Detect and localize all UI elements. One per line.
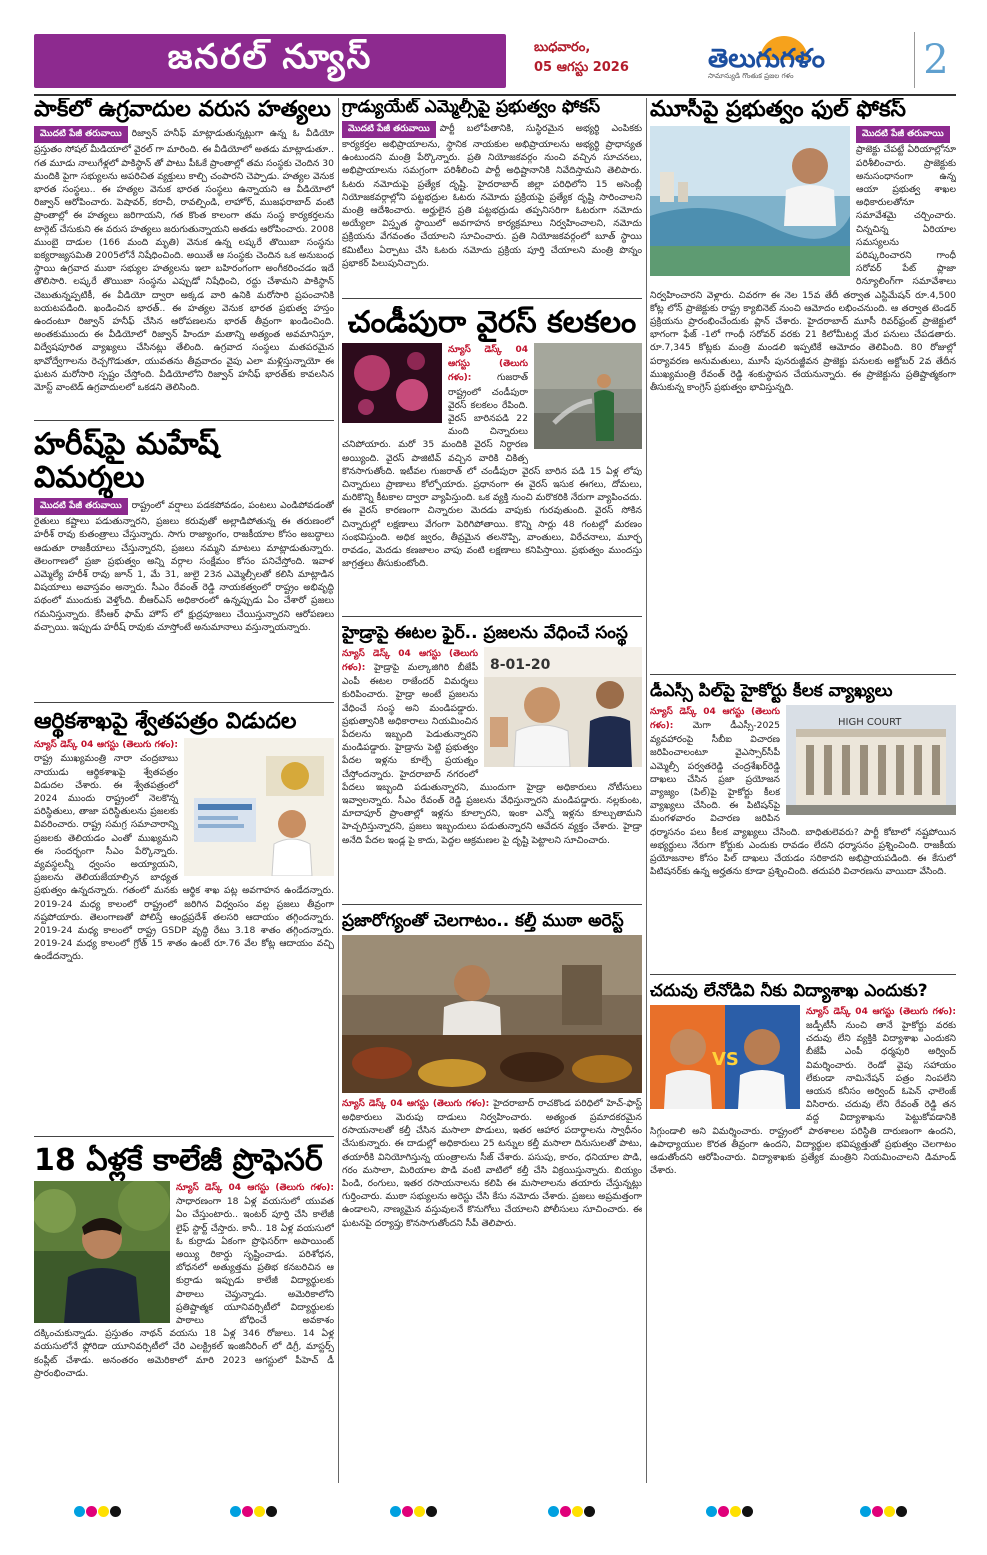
article-education: [650, 982, 956, 1492]
dateline: న్యూస్ డెస్క్ 04 ఆగస్టు (తెలుగు గళం):: [448, 345, 528, 384]
versus-image: [650, 1005, 800, 1109]
article-body: [342, 121, 642, 270]
registration-marks: [548, 1502, 596, 1516]
arvind-vs-revanth-photo: [650, 1005, 800, 1109]
section-banner: జనరల్ న్యూస్: [34, 34, 506, 88]
student-photo: [34, 1181, 170, 1323]
headline: ఆర్థికశాఖపై శ్వేతపత్రం విడుదల: [34, 710, 297, 734]
article-musi: [650, 98, 956, 668]
registration-marks: [860, 1502, 908, 1516]
byline-badge: మొదటి పేజీ తరువాయి: [34, 498, 128, 515]
body-text: రాష్ట్రంలో వర్షాలు పడకపోవడం, పంటలు ఎండిపోవడంతో రైతులు కష్టాలు పడుతున్నారని, ప్రజలు కరువుతో అల్లాడిపోతున్న ఈ తరుణంలో హరీశ్ రావు కుతంత్రాలు చేస్తున్నారు. సాగు రాజ్యాంగం, రాజకీయాల కోసం అబద్ధాలు ఆడుతూ రాజకీయాలు చేస్తున్నారని, ప్రజలు నమ్మని మాటలు మాట్లాడుతున్నారు. తెలంగాణలో ప్రజా ప్రభుత్వం అన్ని వర్గాల సంక్షేమం కోసం పనిచేస్తోంది. ఇవాళ ఎమ్మెల్యే హరీశ్ రావు జూన్ 1, మే 31, జులై 23న ఎమ్మెల్సీలతో కలిసి మాట్లాడిన విషయాలు అవాస్తవం అన్నారు. సీఎం రేవంత్ రెడ్డి నాయకత్వంలో రాష్ట్రం అభివృద్ధి పథంలో ముందుకు వెళ్తోంది. బీఆర్ఎస్ అధికారంలో ఉన్నప్పుడు ఏం చేశారో ప్రజలు గమనిస్తున్నారు. కేసీఆర్ ఫామ్ హౌస్ లో క్షుద్రపూజలు చేయిస్తున్నారని ఆరోపణలు వచ్చాయి. ఇప్పుడు హరీష్ రావుకు చూస్తోంటే అనుమానాలు వస్తున్నాయన్నారు.: [34, 500, 334, 633]
article-divider: [34, 702, 334, 703]
etela-photo: [484, 647, 642, 767]
article-white-paper: [34, 710, 334, 1130]
body-text: హైదరాబాద్ రాచకొండ పరిధిలో హెచ్-ఫాస్ట్ అధికారులు మెరుపు దాడులు నిర్వహించారు. అత్యంత ప్రమాదకరమైన రసాయనాలతో కల్తీ చేసిన మసాలా పొడులు, ఇతర ఆహార పదార్థాలను స్వాధీనం చేసుకున్నారు. ఈ దాడుల్లో అధికారులు 25 టన్నుల కల్తీ మసాలా దినుసులతో పాటు, తయారీకి వినియోగిస్తున్న యంత్రాలను సీజ్ చేశారు. పసుపు, కారం, ధనియాల పొడి, గరం మసాలా, మిరియాల పొడి వంటి వాటిలో కల్తీ చేసి విక్రయిస్తున్నారు. బియ్యం పిండి, రంగులు, ఇతర రసాయనాలను కలిపి ఈ మసాలాలను తయారు చేస్తున్నట్లు గుర్తించారు. ముఠా సభ్యులను అరెస్టు చేసి కేసు నమోదు చేశారు. ప్రజలు అప్రమత్తంగా ఉండాలని, నాణ్యమైన వస్తువులనే కొనుగోలు చేయాలని పోలీసులు సూచించారు. ఈ ఘటనపై దర్యాప్తు కొనసాగుతోందని సీపీ తెలిపారు.: [342, 1097, 642, 1229]
page-number: 2: [914, 32, 957, 88]
headline: చదువు లేనోడివి నీకు విద్యాశాఖ ఎందుకు?: [650, 982, 928, 1001]
article-divider: [342, 904, 642, 905]
logo-text: తెలుగుగళం: [708, 44, 825, 74]
court-sign: HIGH COURT: [838, 716, 902, 728]
dateline: న్యూస్ డెస్క్ 04 ఆగస్టు (తెలుగు గళం):: [176, 1183, 334, 1193]
article-chandipura: [342, 306, 642, 612]
issue-date-text: 05 ఆగస్టు 2026: [534, 60, 629, 75]
article-divider: [650, 674, 956, 675]
calendar-label: 8-01-20: [490, 656, 551, 673]
vs-label: VS: [712, 1048, 739, 1070]
highcourt-image: [786, 705, 956, 815]
body-text: మెగా డీఎస్సీ-2025 వ్యవహారంపై సీబీఐ విచారణ జరిపించాలంటూ వైఎస్సార్‌సీపీ ఎమ్మెల్సీ పర్వతరెడ్డి చంద్రశేఖర్‌రెడ్డి దాఖలు చేసిన ప్రజా ప్రయోజన వ్యాజ్యం (పిల్)పై హైకోర్టు కీలక వ్యాఖ్యలు చేసింది. ఈ పిటిషన్‌పై మంగళవారం విచారణ జరిపిన ధర్మాసనం పలు కీలక వ్యాఖ్యలు చేసింది. బాధితులెవరు? పార్టీ కోటాలో నష్టపోయిన అభ్యర్థులు నేరుగా కోర్టుకు ఎందుకు రావడం లేదని ధర్మాసనం ప్రశ్నించింది. రాజకీయ ప్రయోజనాల కోసం పిల్ దాఖలు చేయడం సరికాదని అభిప్రాయపడింది. ఈ కేసులో పిటిషనర్‌కు ఉన్న అర్హతను కూడా ప్రశ్నించింది. తదుపరి విచారణను వాయిదా వేసింది.: [650, 719, 956, 878]
dateline: న్యూస్ డెస్క్ 04 ఆగస్టు (తెలుగు గళం):: [342, 1098, 490, 1109]
dateline: న్యూస్ డెస్క్ 04 ఆగస్టు (తెలుగు గళం):: [342, 648, 478, 673]
article-divider: [34, 420, 334, 421]
musi-image: [650, 126, 850, 276]
cm-press-image: [184, 738, 334, 876]
byline-badge: మొదటి పేజీ తరువాయి: [856, 126, 950, 143]
article-dsc: [650, 682, 956, 972]
musi-photo: [650, 126, 850, 276]
etela-image: [484, 647, 642, 767]
student-image: [34, 1181, 170, 1323]
article-pak: [34, 98, 334, 398]
article-divider: [650, 974, 956, 975]
registration-marks: [74, 1502, 122, 1516]
masthead-rule: [34, 94, 956, 96]
article-body: [34, 126, 334, 394]
byline-badge: మొదటి పేజీ తరువాయి: [342, 121, 436, 138]
article-divider: [34, 1136, 334, 1137]
article-kalti: [342, 912, 642, 1482]
registration-marks: [390, 1502, 438, 1516]
registration-marks: [706, 1502, 754, 1516]
body-text: రిజ్వాన్ హనీఫ్ మాట్లాడుతున్నట్లుగా ఉన్న ఓ వీడియో ప్రస్తుతం సోషల్ మీడియాలో వైరల్ గా మారింది. ఈ వీడియోలో అతడు మాట్లాడుతూ.. గత మూడు నాలుగేళ్లలో పాకిస్థాన్ తో పాటు పీఓకే ప్రాంతాల్లో తమ సంస్థకు చెందిన 30 మందికి పైగా సభ్యులను అపరిచిత వ్యక్తులు కాల్చి చంపారని చెప్పాడు. హత్యల వెనుక భారత సంస్థలు.. ఈ హత్యల వెనుక భారత సంస్థలు ఉన్నాయని ఆ వీడియోలో రిజ్వాన్ ఆరోపించారు. పెషావర్, కరాచీ, రావల్పిండి, లాహోర్, ముజఫరాబాద్ వంటి ప్రాంతాల్లో ఈ హత్యలు జరిగాయని, గత కొంత కాలంగా తమ సంస్థ కార్యకర్తలను టార్గెట్ చేసుకుని ఈ వరుస హత్యలు జరుగుతున్నాయని అతడు ఆరోపించారు. 2008 ముంబై దాడుల (166 మంది మృతి) వెనుక ఉన్న లష్కరే తొయిబా సంస్థను ఐక్యరాజ్యసమితి 2005లోనే నిషేధించింది. అయితే ఆ సంస్థకు చెందిన ఒక అనుబంధ స్థాయి ఉగ్రవాద ముఠా సభ్యుల హత్యలను ఇలా బహిరంగంగా అంగీకరించడం ఇదే తొలిసారి. లష్కరే తొయిబా సంస్థను ఎప్పుడో నిషేధించి, రద్దు చేశామని పాకిస్థాన్ చెబుతున్నప్పటికీ, ఈ వీడియో ద్వారా అక్కడ వారి ఉనికి మరోసారి ప్రపంచానికి బయటపడింది. ఖండించిన భారత్.. ఈ హత్యల వెనుక భారత ప్రభుత్వ హస్తం ఉందంటూ రిజ్వాన్ హనీఫ్ చేసిన ఆరోపణలను భారత్ తీవ్రంగా ఖండించింది. అంతకుముందు ఈ వీడియోలో రిజ్వాన్ హిందూ మతాన్ని అత్యంత అవమానిస్తూ, విద్వేషపూరిత వ్యాఖ్యలు చేసినట్లు తేలింది. ఉగ్రవాద సంస్థలు మతపరమైన భావోద్వేగాలను రెచ్చగొడుతూ, యువతను తీవ్రవాదం వైపు ఎలా మళ్లిస్తున్నాయో ఈ ఘటన మరోసారి స్పష్టం చేస్తోంది. వీడియోలోని రిజ్వాన్ హనీఫ్ భారత్‌కు కావలసిన మోస్ట్ వాంటెడ్ ఉగ్రవాదులలో ఒకడని తెలిసింది.: [34, 128, 334, 394]
article-divider: [342, 298, 642, 299]
newspaper-logo: [708, 40, 898, 82]
registration-marks: [230, 1502, 278, 1516]
column-divider: [338, 98, 339, 1483]
issue-day: బుధవారం,: [534, 40, 591, 55]
body-text: పార్టీ బలోపేతానికి, సుస్థిరమైన అభ్యర్థి ఎంపికకు కార్యకర్తల అభిప్రాయాలను, స్థానిక నాయకుల అభిప్రాయాలను అభ్యర్థి ప్రాధాన్యత ఉంటుందని మంత్రి పేర్కొన్నారు. ప్రతి నియోజకవర్గం నుంచి వచ్చిన సూచనలు, అభిప్రాయాలను సమగ్రంగా పరిశీలించి పార్టీ అధిష్టానానికి నివేదిస్తామని తెలిపారు. ఓటరు నమోదుపై ప్రత్యేక దృష్టి. హైదరాబాద్ జిల్లా పరిధిలోని 15 అసెంబ్లీ నియోజకవర్గాల్లోని పట్టభద్రుల ఓటరు నమోదు ప్రక్రియపై ప్రత్యేక దృష్టి సారించాలని మంత్రి ఆదేశించారు. అర్హులైన ప్రతి పట్టభద్రుడు తప్పనిసరిగా ఓటరుగా నమోదు అయ్యేలా విస్తృత స్థాయిలో అవగాహన కార్యక్రమాలు నిర్వహించాలని, నమోదు ప్రక్రియను వేగవంతం చేయాలని సూచించారు. ప్రతి నియోజకవర్గంలో బూత్ స్థాయి కమిటీలు ఏర్పాటు చేసి ఓటరు నమోదు ప్రక్రియ పూర్తి చేయాలని మంత్రి పొన్నం ప్రభాకర్ పిలుపునిచ్చారు.: [342, 122, 642, 269]
raid-photo: [342, 935, 642, 1093]
dateline: న్యూస్ డెస్క్ 04 ఆగస్టు (తెలుగు గళం):: [34, 740, 178, 751]
headline: గ్రాడ్యుయేట్ ఎమ్మెల్సీపై ప్రభుత్వం ఫోకస్: [342, 98, 601, 117]
spraying-photo: [534, 343, 642, 449]
article-graduate-mlc: [342, 98, 642, 294]
logo-tagline: సామాన్యుడి గొంతుక ప్రజల గళం: [708, 72, 794, 80]
highcourt-photo: [786, 705, 956, 815]
headline: 18 ఏళ్లకే కాలేజీ ప్రొఫెసర్: [34, 1144, 323, 1178]
raid-image: [342, 935, 642, 1093]
headline: మూసీపై ప్రభుత్వం ఫుల్ ఫోకస్: [650, 98, 906, 122]
headline: ప్రజారోగ్యంతో చెలగాటం.. కల్తీ ముఠా అరెస్ట్: [342, 912, 624, 931]
masthead: [34, 32, 956, 90]
column-divider: [646, 98, 647, 1483]
headline: హరీష్‌పై మహేష్ విమర్శలు: [34, 428, 220, 495]
spraying-image: [534, 343, 642, 449]
article-hydraa: [342, 624, 642, 894]
body-text: రాష్ట్ర ముఖ్యమంత్రి నారా చంద్రబాబు నాయుడు ఆర్థికశాఖపై శ్వేతపత్రం విడుదల చేశారు. ఈ శ్వేతపత్రంలో 2024 ముందు రాష్ట్రంలో నెలకొన్న పరిస్థితులు, తాజా పరిస్థితులను ప్రజలకు వివరించారు. రాష్ట్ర సమగ్ర సమాచారాన్ని ప్రజలకు తెలియడం ఎంతో ముఖ్యమని ఈ సందర్భంగా సీఎం పేర్కొన్నారు. వ్యవస్థలన్నీ ధ్వంసం అయ్యాయని, ప్రజలను తెలియజేయాల్సిన బాధ్యత ప్రభుత్వం ఉన్నదన్నారు. గతంలో మనకు ఆర్థిక శాఖ పట్ల అవగాహన ఉండేదన్నారు. 2019-24 మధ్య కాలంలో రాష్ట్రంలో జరిగిన విధ్వంసం వల్ల ప్రజలు తీవ్రంగా నష్టపోయారు. తెలంగాణతో పోలిస్తే ఆంధ్రప్రదేశ్ తలసరి ఆదాయం తగ్గిందన్నారు. 2019-24 మధ్య కాలంలో రాష్ట్ర GSDP వృద్ధి రేటు 3.18 శాతం తగ్గిందన్నారు. 2019-24 మధ్య కాలంలో గ్రోత్ 15 శాతం ఉంటే రూ.76 వేల కోట్ల ఆదాయం వచ్చి ఉండేదన్నారు.: [34, 753, 334, 963]
body-text: జడ్పీటీసీ నుంచి తానే హైకోర్టు వరకు చదువు లేని వ్యక్తికి విద్యాశాఖ ఎందుకని బీజేపీ ఎంపీ ధర్మపురి అర్వింద్ విమర్శించారు. రెండో వైపు సహాయం లేకుండా నామినేషన్ పత్రం నింపలేని ఆయన కనీసం అర్వింద్ ఓపెన్ ఛాలెంజ్ విసిరారు. చదువు లేని రేవంత్ రెడ్డి తన వద్ద విద్యాశాఖను పెట్టుకోవడానికి సిగ్గుండాలి అని విమర్శించారు. రాష్ట్రంలో పాఠశాలల పరిస్థితి దారుణంగా ఉందని, ఉపాధ్యాయుల కొరత తీవ్రంగా ఉందని, విద్యార్థుల భవిష్యత్తుతో ప్రభుత్వం చెలగాటం ఆడుతోందని ఆరోపించారు. విద్యాశాఖకు ప్రత్యేక మంత్రిని నియమించాలని డిమాండ్ చేశారు.: [650, 1019, 956, 1177]
body-text: ప్రాజెక్టు చేపట్టే ఏరియాల్లోనూ పరిశీలించారు. ప్రాజెక్టుకు అనుసంధానంగా ఉన్న ఆయా ప్రభుత్వ శాఖల అధికారులతోనూ సమావేశమై చర్చించారు. చిన్నచిన్న ఏరియాల సమస్యలను పరిష్కరించారని గాంధీ సరోవర్ పేట్ ప్లాజా రిన్యూలింగ్‌గా సమావేశాలు నిర్వహించారని వెళ్లారు. చివరగా ఈ నెల 15వ తేదీ తర్వాత ఎస్టిమేషన్ రూ.4,500 కోట్ల లోన్ ప్రాజెక్టుకు రాష్ట్ర క్యాబినెట్ నుంచి ఆమోదం లభించనుంది. ఆ తర్వాత టెండర్ ప్రక్రియను ప్రారంభించేందుకు ప్లాన్ చేశారు. హైదరాబాద్ మూసీ రివర్‌ఫ్రంట్ ప్రాజెక్టులో భాగంగా ఫేజ్ -1లో గాంధీ సరోవర్ వరకు 21 కిలోమీటర్ల మేర పనులు చేపడతారు. రూ.7,345 కోట్లకు మంత్రి మండలి ఇప్పటికే ఆమోదం తెలిపింది. 80 రోజుల్లో పర్యావరణ అనుమతులు, మూసీ పునరుజ్జీవన ప్రాజెక్టు పనులకు అక్టోబర్ 2వ తేదీన ముఖ్యమంత్రి రేవంత్ రెడ్డి శంకుస్థాపన చేయనున్నారు. ఈ ప్రాజెక్టును ప్రతిష్టాత్మకంగా తీసుకున్న కాంగ్రెస్ ప్రభుత్వం భావిస్తున్నది.: [650, 144, 956, 394]
headline: పాక్‌లో ఉగ్రవాదుల వరుస హత్యలు: [34, 98, 331, 122]
byline-badge: మొదటి పేజీ తరువాయి: [34, 126, 128, 143]
issue-date: [534, 38, 629, 78]
dateline: న్యూస్ డెస్క్ 04 ఆగస్టు (తెలుగు గళం):: [806, 1006, 956, 1017]
body-text: హైడ్రాపై మల్కాజిగిరి బీజేపీ ఎంపీ ఈటల రాజేందర్ విమర్శలు కురిపించారు. హైడ్రా అంటే ప్రజలను వేధించే సంస్థ అని మండిపడ్డారు. ప్రభుత్వానికి అధికారాలు నియమించిన పేదలను ఇబ్బంది పెడుతున్నారని మండిపడ్డారు. హైడ్రాను పెట్టి ప్రభుత్వం పేదల ఇళ్లను కూల్చే ప్రయత్నం చేస్తోందన్నారు. హైదరాబాద్ నగరంలో పేదలు ఇబ్బంది పడుతున్నారని, ముందుగా హైడ్రా అధికారులు నోటీసులు ఇవ్వాలన్నారు. సీఎం రేవంత్ రెడ్డి ప్రజలను వేధిస్తున్నారని మండిపడ్డారు. నల్లకుంట, మాదాపూర్ ప్రాంతాల్లో ఇళ్లను కూల్చారని, ఇంకా ఎన్నో ఇళ్లను కూల్చుతామని హెచ్చరిస్తున్నారని, ప్రజలు ఇబ్బందులు పడుతున్నారని ఆవేదన వ్యక్తం చేశారు. హైడ్రా అనేది పేదల ఇండ్ల పై కాదు, పెద్దల ఆక్రమణల పై దృష్టి పెట్టాలని సూచించారు.: [342, 661, 642, 846]
virus-image: [342, 343, 442, 423]
body-text: గుజరాత్ రాష్ట్రంలో చండీపురా వైరస్ కలకలం రేపింది. వైరస్ బారినపడి 22 మంది చిన్నారులు చనిపోయారు. మరో 35 మందికి వైరస్ నిర్ధారణ అయ్యింది. వైరస్ పాజిటివ్ వచ్చిన వారికి చికిత్స కొనసాగుతోంది. ఇటీవల గుజరాత్ లో చండీపురా వైరస్ బారిన పడి 15 ఏళ్ల లోపు చిన్నారులు ప్రాణాలు కోల్పోయారు. ప్రధానంగా ఈ వైరస్ ఇసుక ఈగలు, దోమలు, మరికొన్ని కీటకాల ద్వారా వ్యాపిస్తుంది. ఒక వ్యక్తి నుంచి మరొకరికి నేరుగా వ్యాపించదు. ఈ వైరస్ కారణంగా చిన్నారుల మెదడు వాపుకు గురవుతుంది. వైరస్ సోకిన చిన్నారుల్లో లక్షణాలు వేగంగా పెరిగిపోతాయి. కొన్ని సార్లు 48 గంటల్లో మరణం సంభవిస్తుంది. అధిక జ్వరం, తీవ్రమైన తలనొప్పి, వాంతులు, విరేచనాలు, మూర్ఛ రావడం, మెదడు కణజాలం వాపు వంటి లక్షణాలు కనిపిస్తాయి. ప్రభుత్వం ముందస్తు జాగ్రత్తలు తీసుకుంటోంది.: [342, 372, 642, 570]
article-divider: [342, 616, 642, 617]
headline: హైడ్రాపై ఈటల ఫైర్.. ప్రజలను వేధించే సంస్థ: [342, 624, 628, 643]
article-body: [34, 498, 334, 634]
body-text: సాధారణంగా 18 ఏళ్ల వయసులో యువత ఏం చేస్తుంటారు.. ఇంటర్ పూర్తి చేసి కాలేజీ లైఫ్ స్టార్ట్ చేస్తారు. కానీ.. 18 ఏళ్ల వయసులో ఓ కుర్రాడు ఏకంగా ప్రొఫెసర్‌గా అపాయింట్ అయ్యి రికార్డు సృష్టించాడు. పరిశోధన, బోధనలో అత్యుత్తమ ప్రతిభ కనబరిచిన ఆ కుర్రాడు ఇప్పుడు కాలేజీ విద్యార్థులకు పాఠాలు చెప్తున్నాడు. అమెరికాలోని ప్రతిష్టాత్మక యూనివర్సిటీలో విద్యార్థులకు పాఠాలు బోధించే అవకాశం దక్కించుకున్నాడు. ప్రస్తుతం నాథన్ వయసు 18 ఏళ్ల 346 రోజులు. 14 ఏళ్ల వయసులోనే ఫ్లోరిడా యూనివర్సిటీలో చేరి ఎలక్ట్రికల్ ఇంజినీరింగ్ లో డిగ్రీ, మాస్టర్స్ కంప్లీట్ చేశాడు. అనంతరం అమెరికాలో మారి 2023 ఆగస్టులో పీహెచ్ డీ ప్రారంభించాడు.: [34, 1196, 334, 1379]
headline: చండీపురా వైరస్ కలకలం: [347, 306, 637, 340]
article-professor: [34, 1144, 334, 1484]
headline: డీఎస్సీ పిల్‌పై హైకోర్టు కీలక వ్యాఖ్యలు: [650, 682, 893, 701]
dateline: న్యూస్ డెస్క్ 04 ఆగస్టు (తెలుగు గళం):: [650, 706, 780, 731]
virus-photo: [342, 343, 442, 423]
article-body: [342, 1097, 642, 1230]
cm-photo: [184, 738, 334, 876]
